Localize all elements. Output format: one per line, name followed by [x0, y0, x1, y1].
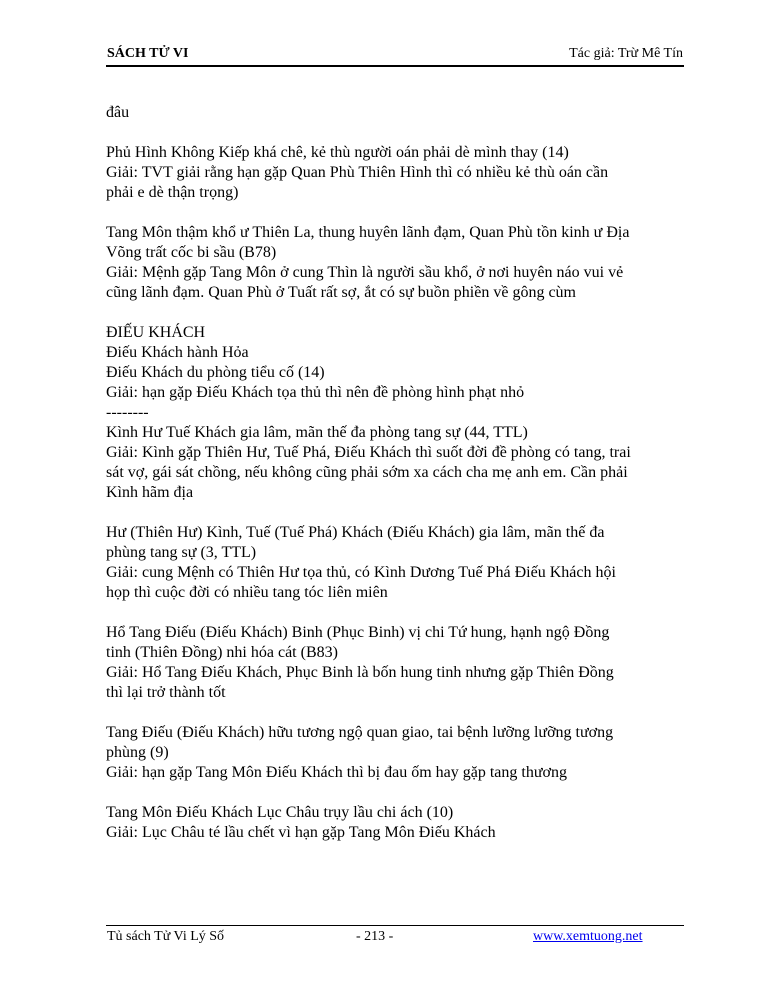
text-block	[106, 103, 686, 123]
text-line: Phủ Hình Không Kiếp khá chê, kẻ thù người oán phải dè mình thay (14)	[106, 144, 569, 161]
text-line: Tang Môn Điếu Khách Lục Châu trụy lầu chi ách (10)	[106, 804, 454, 821]
text-line: Giải: Kình gặp Thiên Hư, Tuế Phá, Điếu Khách thì suốt đời đề phòng có tang, trai	[106, 444, 631, 461]
book-title: SÁCH TỬ VI	[107, 46, 189, 61]
header-rule	[106, 65, 684, 67]
text-line: Tang Điếu (Điếu Khách) hữu tương ngộ quan giao, tai bệnh lưỡng lưỡng tương	[106, 724, 614, 741]
website-link[interactable]: www.xemtuong.net	[533, 929, 643, 944]
text-line: Giải: Mệnh gặp Tang Môn ở cung Thìn là người sầu khổ, ở nơi huyên náo vui vẻ	[106, 264, 624, 281]
text-line: Kình hãm địa	[106, 484, 194, 501]
text-line: cũng lãnh đạm. Quan Phù ở Tuất rất sợ, ắt có sự buồn phiền về gông cùm	[106, 284, 576, 301]
text-line: Hổ Tang Điếu (Điếu Khách) Binh (Phục Binh) vị chi Tứ hung, hạnh ngộ Đồng	[106, 624, 610, 641]
text-line: Giải: hạn gặp Điếu Khách tọa thủ thì nên đề phòng hình phạt nhỏ	[106, 384, 525, 401]
text-line: Kình Hư Tuế Khách gia lâm, mãn thế đa phòng tang sự (44, TTL)	[106, 424, 528, 441]
text-line: Võng trất cốc bi sầu (B78)	[106, 244, 277, 261]
paragraph-gap	[106, 503, 686, 523]
text-line: phùng tang sự (3, TTL)	[106, 544, 257, 561]
text-line: ĐIẾU KHÁCH	[106, 324, 206, 341]
text-line: --------	[106, 404, 149, 421]
text-line: Giải: hạn gặp Tang Môn Điếu Khách thì bị đau ốm hay gặp tang thương	[106, 764, 567, 781]
text-line: Điếu Khách du phòng tiểu cố (14)	[106, 364, 325, 381]
text-line: phải e dè thận trọng)	[106, 184, 239, 201]
text-line: Điếu Khách hành Hỏa	[106, 344, 249, 361]
text-line: Hư (Thiên Hư) Kình, Tuế (Tuế Phá) Khách (Điếu Khách) gia lâm, mãn thế đa	[106, 524, 605, 541]
paragraph-gap	[106, 603, 686, 623]
text-line: họp thì cuộc đời có nhiều tang tóc liên miên	[106, 584, 388, 601]
text-block	[106, 223, 686, 303]
footer-series: Tủ sách Tử Vi Lý Số	[107, 929, 225, 944]
page-number: - 213 -	[356, 929, 394, 944]
text-block	[106, 143, 686, 203]
text-block	[106, 803, 686, 843]
paragraph-gap	[106, 783, 686, 803]
text-line: Tang Môn thậm khổ ư Thiên La, thung huyên lãnh đạm, Quan Phù tồn kinh ư Địa	[106, 224, 630, 241]
text-line: sát vợ, gái sát chồng, nếu không cũng phải sớm xa cách cha mẹ anh em. Cần phải	[106, 464, 628, 481]
text-line: đâu	[106, 104, 130, 121]
paragraph-gap	[106, 303, 686, 323]
text-block	[106, 623, 686, 703]
text-block	[106, 323, 686, 503]
text-block	[106, 723, 686, 783]
author-label: Tác giả: Trừ Mê Tín	[569, 46, 683, 61]
text-line: phùng (9)	[106, 744, 169, 761]
text-line: Giải: TVT giải rằng hạn gặp Quan Phù Thiên Hình thì có nhiều kẻ thù oán cần	[106, 164, 609, 181]
text-line: tinh (Thiên Đồng) nhi hóa cát (B83)	[106, 644, 338, 661]
footer-rule	[106, 925, 684, 926]
text-line: Giải: Lục Châu té lầu chết vì hạn gặp Tang Môn Điếu Khách	[106, 824, 496, 841]
text-line: thì lại trở thành tốt	[106, 684, 226, 701]
paragraph-gap	[106, 123, 686, 143]
text-block	[106, 523, 686, 603]
text-line: Giải: cung Mệnh có Thiên Hư tọa thủ, có Kình Dương Tuế Phá Điếu Khách hội	[106, 564, 616, 581]
paragraph-gap	[106, 703, 686, 723]
page-body	[106, 103, 686, 843]
text-line: Giải: Hổ Tang Điếu Khách, Phục Binh là bốn hung tinh nhưng gặp Thiên Đồng	[106, 664, 614, 681]
paragraph-gap	[106, 203, 686, 223]
